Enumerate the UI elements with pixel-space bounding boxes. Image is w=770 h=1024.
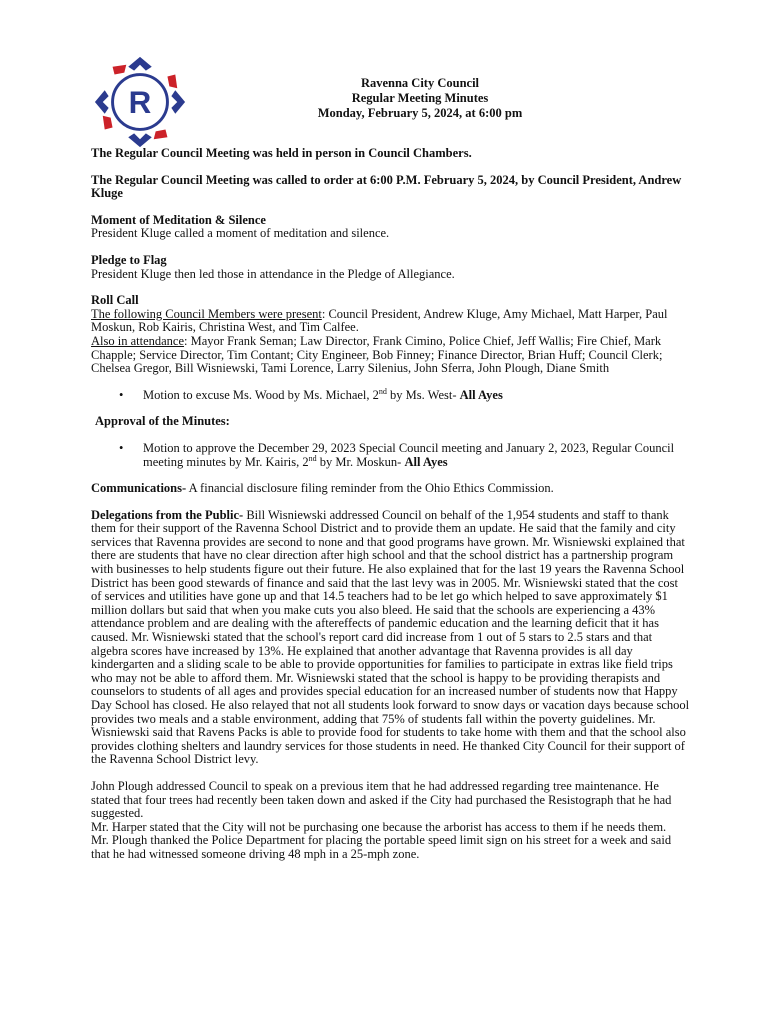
delegations-paragraph: [91, 509, 691, 767]
document-body: [91, 147, 691, 875]
motion-sup: nd: [378, 386, 387, 396]
bullet-icon: •: [119, 387, 124, 402]
present-text: : Council President, Andrew Kluge, Amy Michael, Matt Harper, Paul Moskun, Rob Kairis, Christina West, and Tim Calfee.: [91, 306, 668, 335]
pledge-heading: Pledge to Flag: [91, 252, 167, 267]
motion-text: by Mr. Moskun-: [316, 454, 405, 469]
pledge-section: [91, 254, 691, 281]
delegations-label: Delegations from the Public-: [91, 507, 244, 522]
header-subtitle: Regular Meeting Minutes: [351, 91, 489, 105]
motion-text: Motion to approve the December 29, 2023 Special Council meeting and January 2, 2023, Regular Council meeting minutes by Mr. Kairis, 2: [143, 440, 675, 469]
call-to-order-paragraph: The Regular Council Meeting was called to order at 6:00 P.M. February 5, 2024, by Council President, Andrew Kluge: [91, 172, 682, 201]
document-header: [230, 76, 610, 121]
communications-text: A financial disclosure filing reminder from the Ohio Ethics Commission.: [186, 481, 554, 496]
motion-text: Motion to excuse Ms. Wood by Ms. Michael, 2: [143, 387, 379, 402]
ravenna-logo: [91, 53, 189, 151]
roll-call-heading: Roll Call: [91, 293, 139, 308]
roll-call-present: [91, 308, 691, 335]
communications-paragraph: [91, 482, 691, 496]
meditation-heading: Moment of Meditation & Silence: [91, 212, 266, 227]
motion-sup: nd: [308, 453, 317, 463]
attendance-label: Also in attendance: [91, 333, 185, 348]
logo-letter: R: [128, 84, 152, 120]
plough-section: [91, 780, 691, 862]
header-title: Ravenna City Council: [360, 76, 480, 90]
plough-paragraph: John Plough addressed Council to speak on a previous item that he had addressed regarding tree maintenance. He stated that four trees had recently been taken down and asked if the City had purchased the Resistograph that he had suggested.: [91, 778, 672, 821]
communications-label: Communications-: [91, 481, 187, 496]
meditation-section: [91, 214, 691, 241]
harper-paragraph: Mr. Harper stated that the City will not be purchasing one because the arborist has access to them if he needs them.: [91, 819, 667, 834]
roll-call-attendance: [91, 335, 691, 376]
motion-result: All Ayes: [404, 454, 448, 469]
delegations-text: Bill Wisniewski addressed Council on behalf of the 1,954 students and staff to thank them for their support of the Ravenna School District and to provide them an update. He said that the family and city services that Ravenna provides are second to none and that good programs have grown. Mr. Wisniewski explained that there are students that have no clear direction after high school and that the school district has a partnership program with businesses to help students figure out their future. He also explained that for the last 19 years the Ravenna School District has been good stewards of finance and said that the last levy was in 2005. Mr. Wisniewski stated that the cost of services and utilities have gone up and that 14.5 teachers had to be let go which helped to save approximately $1 million dollars but said that when you make cuts you also bleed. He said that the schools are experiencing a 43% attendance problem and are dealing with the aftereffects of pandemic education and the learning deficit that it has caused. Mr. Wisniewski stated that the school's report card did increase from 1 out of 5 stars to 2.5 stars and that algebra scores have increased by 13%. He explained that another advantage that Ravenna provides is all day kindergarten and a sliding scale to be able to provide opportunities for families to participate in extras like field trips who may not be able to afford them. Mr. Wisniewski stated that the school is happy to be providing therapists and counselors to students of all ages and provides special education for an increased number of students now that Happy Day School has closed. He also relayed that not all students look forward to snow days or vacation days because school provides two meals and a stable environment, adding that 75% of students fall within the poverty guidelines. Mr. Wisniewski said that Ravens Packs is able to provide food for students to take home with them and that the school also provides clothing shelters and laundry services for those students in need. He thanked City Council for their support of the Ravenna School District levy.: [91, 507, 690, 767]
header-date: Monday, February 5, 2024, at 6:00 pm: [317, 106, 523, 120]
motion-text: by Ms. West-: [386, 387, 460, 402]
bullet-icon: •: [119, 440, 124, 455]
approval-motion: [91, 442, 691, 469]
intro-paragraph: The Regular Council Meeting was held in person in Council Chambers.: [91, 146, 472, 160]
meditation-text: President Kluge called a moment of meditation and silence.: [91, 226, 390, 241]
plough-thanks-paragraph: Mr. Plough thanked the Police Department for placing the portable speed limit sign on his street for a week and said that he had witnessed someone driving 48 mph in a 25-mph zone.: [91, 833, 672, 861]
attendance-text: : Mayor Frank Seman; Law Director, Frank Cimino, Police Chief, Jeff Wallis; Fire Chief, Mark Chapple; Service Director, Tim Contant; City Engineer, Bob Finney; Finance Director, Brian Huff; Council Clerk; Chelsea Gregor, Bill Wisniewski, Tami Lorence, Larry Silenius, John Sferra, John Plough, Diane Smith: [91, 333, 663, 376]
approval-heading: Approval of the Minutes:: [95, 414, 230, 429]
pledge-text: President Kluge then led those in attendance in the Pledge of Allegiance.: [91, 266, 455, 281]
present-label: The following Council Members were present: [91, 306, 322, 321]
roll-call-section: [91, 294, 691, 376]
motion-result: All Ayes: [459, 387, 503, 402]
excuse-motion: [91, 386, 691, 403]
